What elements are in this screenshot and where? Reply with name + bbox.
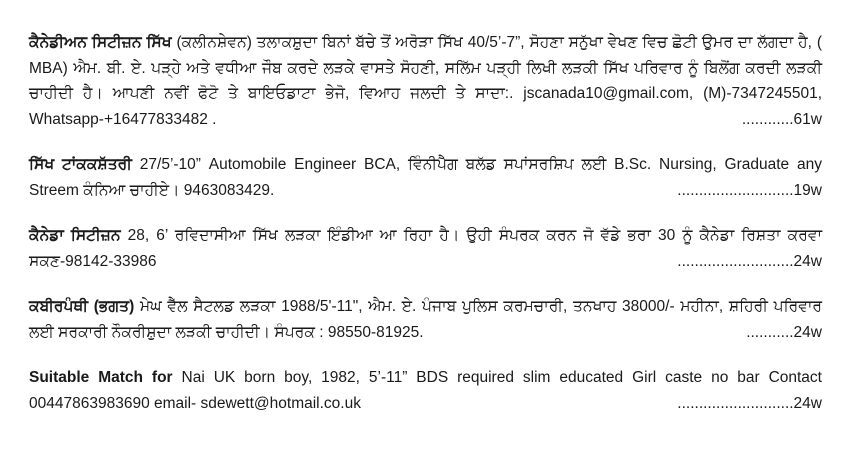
ad-body: Nai UK born boy, 1982, 5’-11” BDS required slim educated Girl caste no bar Contact 00447863983690 email- sdewett@hotmail.co.uk bbox=[29, 369, 822, 412]
classified-ad-5 bbox=[29, 365, 822, 416]
ad-word-count: ...........................24w bbox=[677, 394, 822, 412]
ad-heading: Suitable Match for bbox=[29, 369, 173, 386]
ad-body: (ਕਲੀਨਸ਼ੇਵਨ) ਤਲਾਕਸ਼ੁਦਾ ਬਿਨਾਂ ਬੱਚੇ ਤੋਂ ਅਰੋੜਾ ਸਿੱਖ 40/5’-7”, ਸੋਹਣਾ ਸਨੁੱਖਾ ਵੇਖਣ ਵਿਚ ਛੋਟੀ ਉਮਰ ਦਾ ਲੱਗਦਾ ਹੈ, ( MBA) ਐਮ. ਬੀ. ਏ. ਪੜ੍ਹੇ ਅਤੇ ਵਧੀਆ ਜੌਬ ਕਰਦੇ ਲੜਕੇ ਵਾਸਤੇ ਸੋਹਣੀ, ਸਲਿੱਮ ਪੜ੍ਹੀ ਲਿਖੀ ਲੜਕੀ ਸਿੱਖ ਪਰਿਵਾਰ ਨੂੰ ਬਿਲੋਂਗ ਕਰਦੀ ਲੜਕੀ ਚਾਹੀਦੀ ਹੈ। ਆਪਣੀ ਨਵੀਂ ਫੋਟੋ ਤੇ ਬਾਇਓਡਾਟਾ ਭੇਜੋ, ਵਿਆਹ ਜਲਦੀ ਤੇ ਸਾਦਾ:. jscanada10@gmail.com, (M)-7347245501, Whatsapp-+16477833482 . bbox=[29, 34, 823, 128]
classified-ad-3 bbox=[29, 223, 822, 274]
ad-body: ਮੇਘ ਵੈੱਲ ਸੈਟਲਡ ਲੜਕਾ 1988/5'-11", ਐਮ. ਏ. ਪੰਜਾਬ ਪੁਲਿਸ ਕਰਮਚਾਰੀ, ਤਨਖਾਹ 38000/- ਮਹੀਨਾ, ਸ਼ਹਿਰੀ ਪਰਿਵਾਰ ਲਈ ਸਰਕਾਰੀ ਨੌਕਰੀਸ਼ੁਦਾ ਲੜਕੀ ਚਾਹੀਦੀ। ਸੰਪਰਕ : 98550-81925. bbox=[29, 298, 822, 341]
ad-heading: ਕਬੀਰਪੰਥੀ (ਭਗਤ) bbox=[29, 298, 135, 315]
classified-ad-4 bbox=[29, 294, 822, 345]
ad-word-count: ...........24w bbox=[746, 323, 822, 341]
ad-body: 28, 6’ ਰਵਿਦਾਸੀਆ ਸਿੱਖ ਲੜਕਾ ਇੰਡੀਆ ਆ ਰਿਹਾ ਹੈ। ਉਹੀ ਸੰਪਰਕ ਕਰਨ ਜੋ ਵੱਡੇ ਭਰਾ 30 ਨੂੰ ਕੈਨੇਡਾ ਰਿਸ਼ਤਾ ਕਰਵਾ ਸਕਣ-98142-33986 bbox=[29, 227, 822, 270]
ad-heading: ਸਿੱਖ ਟਾਂਕਕਸ਼ੱਤਰੀ bbox=[29, 156, 132, 173]
classified-ad-2 bbox=[29, 152, 822, 203]
ad-word-count: ...........................19w bbox=[677, 181, 822, 199]
ad-heading: ਕੈਨੇਡਾ ਸਿਟੀਜ਼ਨ bbox=[29, 227, 121, 244]
ad-heading: ਕੈਨੇਡੀਅਨ ਸਿਟੀਜ਼ਨ ਸਿੱਖ bbox=[29, 34, 172, 51]
ad-body: 27/5’-10” Automobile Engineer BCA, ਵਿੰਨੀਪੈੱਗ ਬਲੱਡ ਸਪਾਂਸਰਸ਼ਿਪ ਲਈ B.Sc. Nursing, Graduate any Streem ਕੰਨਿਆ ਚਾਹੀਏ। 9463083429. bbox=[29, 156, 822, 199]
classified-ad-1 bbox=[29, 30, 822, 132]
ad-word-count: ............61w bbox=[741, 110, 822, 128]
ad-word-count: ...........................24w bbox=[677, 252, 822, 270]
